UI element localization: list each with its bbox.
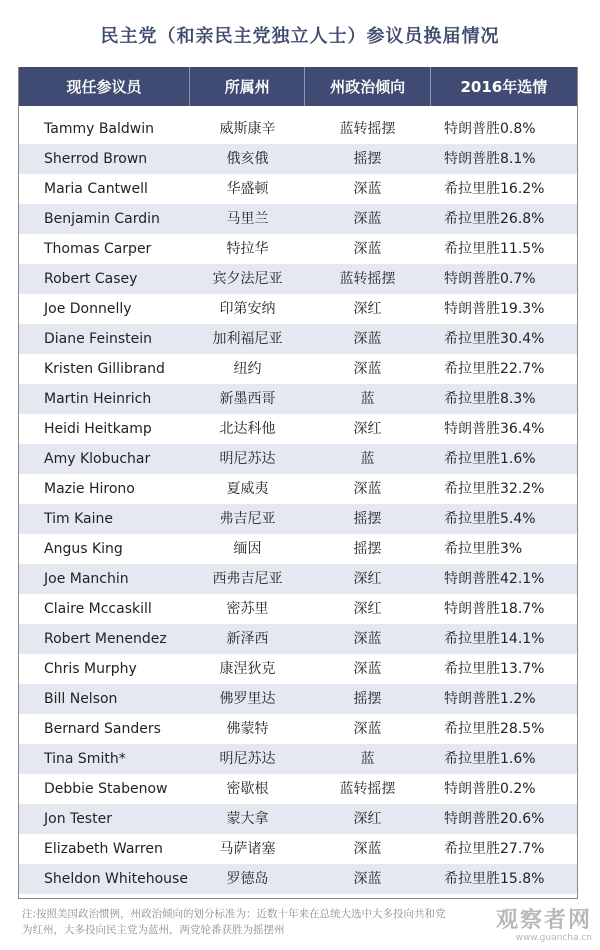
senators-table (18, 67, 578, 899)
senator-name-cell: Kristen Gillibrand (44, 361, 165, 377)
state-cell: 佛蒙特 (226, 721, 269, 737)
table-row (19, 684, 577, 714)
leaning-cell: 蓝 (360, 391, 375, 407)
table-row (19, 174, 577, 204)
result-cell: 希拉里胜8.3% (444, 391, 536, 407)
column-header-2016-result: 2016年选情 (460, 78, 548, 96)
state-cell: 纽约 (233, 361, 262, 377)
senator-name-cell: Bill Nelson (44, 691, 118, 707)
state-cell: 加利福尼亚 (212, 331, 283, 347)
state-cell: 明尼苏达 (219, 451, 276, 467)
result-cell: 特朗普胜0.2% (444, 781, 536, 797)
result-cell: 特朗普胜8.1% (444, 151, 536, 167)
senator-name-cell: Tim Kaine (44, 511, 113, 527)
result-cell: 特朗普胜20.6% (444, 811, 545, 827)
table-row (19, 414, 577, 444)
result-cell: 希拉里胜14.1% (444, 631, 545, 647)
table-row (19, 654, 577, 684)
leaning-cell: 摇摆 (353, 691, 382, 707)
leaning-cell: 深红 (353, 301, 382, 317)
state-cell: 北达科他 (219, 421, 276, 437)
footnote-line-2: 为红州，大多投向民主党为蓝州，两党轮番获胜为摇摆州 (22, 924, 285, 936)
leaning-cell: 深蓝 (353, 481, 382, 497)
leaning-cell: 深红 (353, 811, 382, 827)
watermark-url: www.guancha.cn (515, 933, 592, 943)
senator-name-cell: Angus King (44, 541, 123, 557)
leaning-cell: 深蓝 (353, 871, 382, 887)
senator-name-cell: Joe Donnelly (44, 301, 132, 317)
leaning-cell: 摇摆 (353, 151, 382, 167)
state-cell: 罗德岛 (226, 871, 269, 887)
leaning-cell: 摇摆 (353, 541, 382, 557)
senator-name-cell: Heidi Heitkamp (44, 421, 152, 437)
senator-name-cell: Martin Heinrich (44, 391, 152, 407)
leaning-cell: 摇摆 (353, 511, 382, 527)
senator-name-cell: Bernard Sanders (44, 721, 161, 737)
result-cell: 希拉里胜13.7% (444, 661, 545, 677)
column-header-senator: 现任参议员 (19, 67, 190, 106)
leaning-cell: 深蓝 (353, 361, 382, 377)
result-cell: 特朗普胜36.4% (444, 421, 545, 437)
state-cell: 俄亥俄 (226, 151, 269, 167)
result-cell: 特朗普胜0.7% (444, 271, 536, 287)
result-cell: 希拉里胜3% (444, 541, 523, 557)
leaning-cell: 深蓝 (353, 181, 382, 197)
table-row (19, 534, 577, 564)
leaning-cell: 深蓝 (353, 211, 382, 227)
state-cell: 明尼苏达 (219, 751, 276, 767)
table-row (19, 234, 577, 264)
table-row (19, 714, 577, 744)
result-cell: 希拉里胜27.7% (444, 841, 545, 857)
state-cell: 印第安纳 (219, 301, 276, 317)
senator-name-cell: Amy Klobuchar (44, 451, 151, 467)
result-cell: 特朗普胜0.8% (444, 121, 536, 137)
state-cell: 华盛顿 (226, 181, 269, 197)
leaning-cell: 深蓝 (353, 721, 382, 737)
state-cell: 马里兰 (226, 211, 269, 227)
table-row (19, 204, 577, 234)
state-cell: 佛罗里达 (219, 691, 276, 707)
leaning-cell: 深蓝 (353, 841, 382, 857)
leaning-cell: 深红 (353, 571, 382, 587)
footnote-line-1: 注:按照美国政治惯例，州政治倾向的划分标准为：近数十年来在总统大选中大多投向共和党 (22, 908, 446, 920)
page-title: 民主党（和亲民主党独立人士）参议员换届情况 (100, 26, 500, 47)
table-header (19, 67, 577, 106)
senator-name-cell: Tina Smith* (44, 751, 126, 767)
state-cell: 特拉华 (226, 241, 269, 257)
result-cell: 希拉里胜15.8% (444, 871, 545, 887)
state-cell: 新泽西 (226, 631, 269, 647)
watermark-logo (496, 910, 592, 944)
table-row (19, 444, 577, 474)
table-row (19, 504, 577, 534)
state-cell: 康涅狄克 (219, 661, 276, 677)
leaning-cell: 深蓝 (353, 631, 382, 647)
result-cell: 希拉里胜32.2% (444, 481, 545, 497)
table-row (19, 474, 577, 504)
leaning-cell: 蓝转摇摆 (339, 121, 396, 137)
senator-name-cell: Debbie Stabenow (44, 781, 168, 797)
table-row (19, 744, 577, 774)
result-cell: 希拉里胜22.7% (444, 361, 545, 377)
table-row (19, 564, 577, 594)
table-row (19, 144, 577, 174)
table-row (19, 624, 577, 654)
leaning-cell: 蓝 (360, 451, 375, 467)
table-row (19, 864, 577, 894)
result-cell: 希拉里胜30.4% (444, 331, 545, 347)
senator-name-cell: Joe Manchin (44, 571, 129, 587)
senator-name-cell: Thomas Carper (44, 241, 152, 257)
result-cell: 希拉里胜5.4% (444, 511, 536, 527)
state-cell: 西弗吉尼亚 (212, 571, 283, 587)
table-row (19, 294, 577, 324)
senator-name-cell: Diane Feinstein (44, 331, 153, 347)
state-cell: 密歇根 (226, 781, 269, 797)
table-row (19, 384, 577, 414)
table-row (19, 834, 577, 864)
senator-name-cell: Mazie Hirono (44, 481, 135, 497)
result-cell: 希拉里胜28.5% (444, 721, 545, 737)
state-cell: 蒙大拿 (226, 811, 269, 827)
watermark-text: 观察者网 (495, 908, 592, 933)
result-cell: 希拉里胜11.5% (444, 241, 545, 257)
result-cell: 希拉里胜1.6% (444, 451, 536, 467)
table-body (19, 106, 577, 898)
result-cell: 希拉里胜26.8% (444, 211, 545, 227)
leaning-cell: 深蓝 (353, 241, 382, 257)
state-cell: 威斯康辛 (219, 121, 276, 137)
senator-name-cell: Maria Cantwell (44, 181, 148, 197)
table-row (19, 354, 577, 384)
senator-name-cell: Robert Casey (44, 271, 138, 287)
senator-name-cell: Claire Mccaskill (44, 601, 152, 617)
state-cell: 马萨诸塞 (219, 841, 276, 857)
state-cell: 缅因 (233, 541, 262, 557)
table-row (19, 114, 577, 144)
result-cell: 特朗普胜42.1% (444, 571, 545, 587)
senator-name-cell: Tammy Baldwin (44, 121, 154, 137)
state-cell: 密苏里 (226, 601, 269, 617)
result-cell: 希拉里胜1.6% (444, 751, 536, 767)
leaning-cell: 深红 (353, 421, 382, 437)
state-cell: 夏威夷 (226, 481, 269, 497)
table-row (19, 594, 577, 624)
state-cell: 弗吉尼亚 (219, 511, 276, 527)
senator-name-cell: Chris Murphy (44, 661, 137, 677)
result-cell: 希拉里胜16.2% (444, 181, 545, 197)
footnote (22, 906, 542, 938)
leaning-cell: 蓝转摇摆 (339, 781, 396, 797)
senator-name-cell: Sheldon Whitehouse (44, 871, 188, 887)
table-row (19, 264, 577, 294)
result-cell: 特朗普胜1.2% (444, 691, 536, 707)
column-header-leaning: 州政治倾向 (305, 67, 430, 106)
leaning-cell: 深蓝 (353, 661, 382, 677)
column-header-state: 所属州 (190, 67, 305, 106)
senator-name-cell: Benjamin Cardin (44, 211, 160, 227)
leaning-cell: 深蓝 (353, 331, 382, 347)
result-cell: 特朗普胜19.3% (444, 301, 545, 317)
senator-name-cell: Jon Tester (44, 811, 112, 827)
leaning-cell: 蓝转摇摆 (339, 271, 396, 287)
senator-name-cell: Sherrod Brown (44, 151, 148, 167)
leaning-cell: 蓝 (360, 751, 375, 767)
table-row (19, 804, 577, 834)
state-cell: 新墨西哥 (219, 391, 276, 407)
senator-name-cell: Elizabeth Warren (44, 841, 163, 857)
table-row (19, 774, 577, 804)
state-cell: 宾夕法尼亚 (212, 271, 283, 287)
leaning-cell: 深红 (353, 601, 382, 617)
table-row (19, 324, 577, 354)
result-cell: 特朗普胜18.7% (444, 601, 545, 617)
senator-name-cell: Robert Menendez (44, 631, 167, 647)
